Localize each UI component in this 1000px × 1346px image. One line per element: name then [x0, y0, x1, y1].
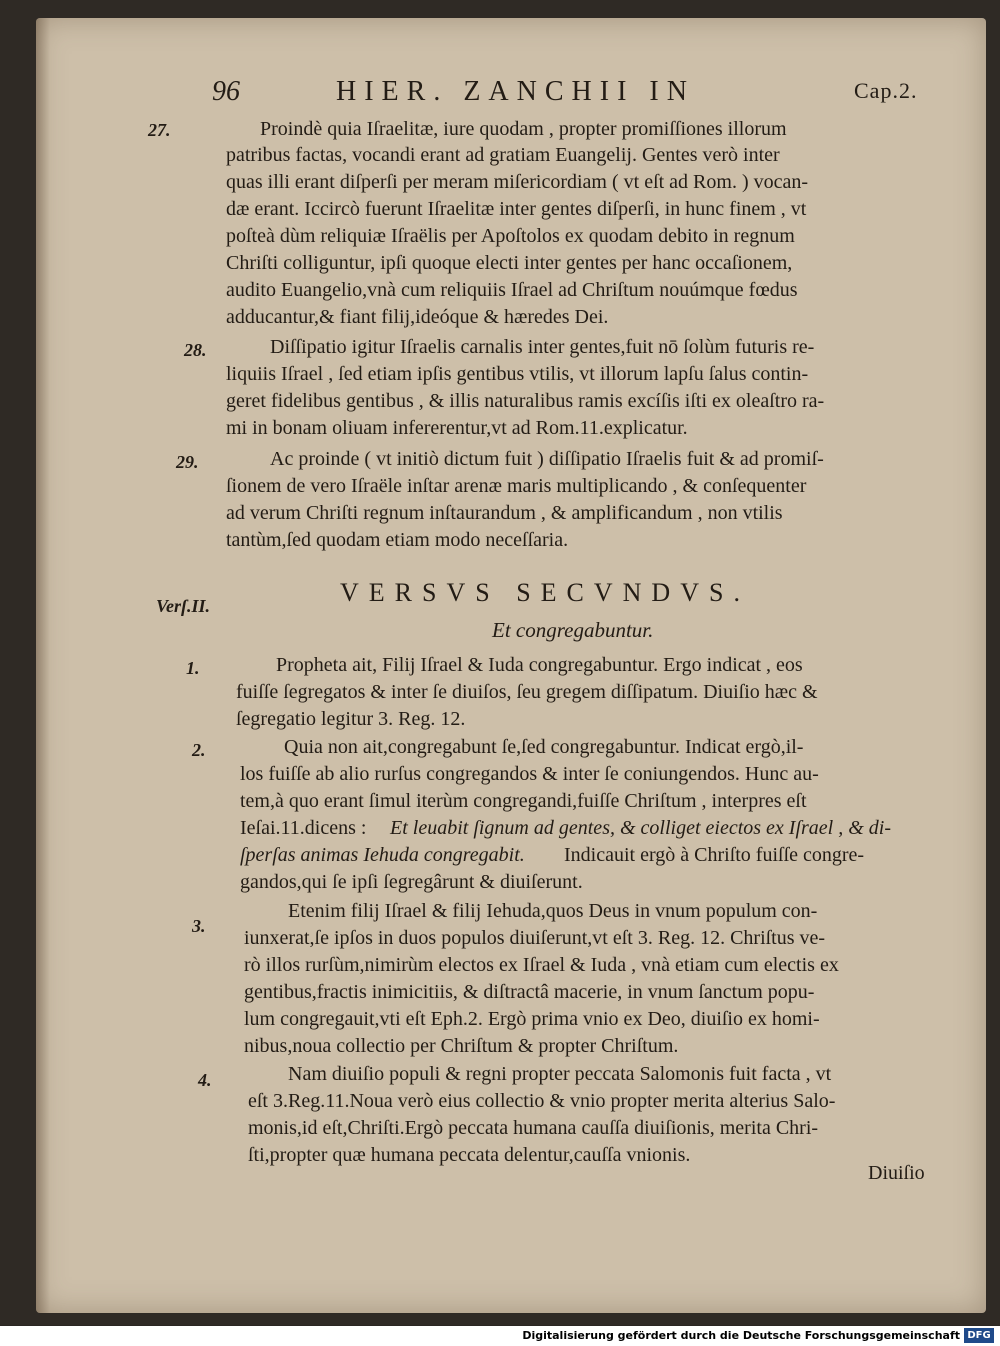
text-line: gandos,qui ſe ipſi ſegregârunt & diuiſerunt. — [240, 871, 583, 893]
text-line: Ac proinde ( vt initiò dictum fuit ) diſſipatio Iſraelis fuit & ad promiſ- — [270, 448, 824, 470]
text-line: adducantur,& fiant filij,ideóque & hæredes Dei. — [226, 306, 609, 328]
text-line: gentibus,fractis inimicitiis, & diſtractâ macerie, in vnum ſanctum popu- — [244, 981, 815, 1003]
text-line: nibus,noua collectio per Chriſtum & propter Chriſtum. — [244, 1035, 679, 1057]
section-heading: VERSVS SECVNDVS. — [340, 578, 750, 607]
text-line: rò illos rurſùm,nimirùm electos ex Iſrael & Iuda , vnà etiam cum electis ex — [244, 954, 839, 976]
text-line: Etenim filij Iſrael & filij Iehuda,quos Deus in vnum populum con- — [288, 900, 818, 922]
text-line: lum congregauit,vti eſt Eph.2. Ergò prima vnio ex Deo, diuiſio ex homi- — [244, 1008, 820, 1030]
text-line: Chriſti colliguntur, ipſi quoque electi inter gentes per hanc occaſionem, — [226, 252, 793, 274]
catchword: Diuiſio — [868, 1162, 925, 1184]
text-line: Proindè quia Iſraelitæ, iure quodam , propter promiſſiones illorum — [260, 118, 787, 140]
running-title: HIER. ZANCHII IN — [336, 76, 695, 107]
text-line: liquiis Iſrael , ſed etiam ipſis gentibus vtilis, vt illorum lapſu ſalus contin- — [226, 363, 809, 385]
margin-number: 4. — [198, 1070, 212, 1090]
text-line: Indicauit ergò à Chriſto fuiſſe congre- — [564, 844, 865, 866]
text-line: Ieſai.11.dicens : — [240, 817, 367, 839]
section-subheading: Et congregabuntur. — [492, 618, 654, 642]
text-line: Diſſipatio igitur Iſraelis carnalis inter gentes,fuit nō ſolùm futuris re- — [270, 336, 815, 358]
text-line: fuiſſe ſegregatos & inter ſe diuiſos, ſeu gregem diſſipatum. Diuiſio hæc & — [236, 681, 818, 703]
text-line: geret fidelibus gentibus , & illis naturalibus ramis excíſis iſti ex oleaſtro ra- — [226, 390, 825, 412]
dfg-logo: DFG — [964, 1328, 994, 1343]
text-line: Quia non ait,congregabunt ſe,ſed congregabuntur. Indicat ergò,il- — [284, 736, 804, 758]
text-line: monis,id eſt,Chriſti.Ergò peccata humana cauſſa diuiſionis, merita Chri- — [248, 1117, 819, 1139]
text-line: los fuiſſe ab alio rurſus congregandos & inter ſe coniungendos. Hunc au- — [240, 763, 819, 785]
margin-number: 29. — [176, 452, 199, 472]
text-line-italic: Et leuabit ſignum ad gentes, & colliget eiectos ex Iſrael , & di- — [390, 817, 891, 839]
text-line: ad verum Chriſti regnum inſtaurandum , & amplificandum , non vtilis — [226, 502, 783, 524]
text-line: tantùm,ſed quodam etiam modo neceſſaria. — [226, 529, 569, 551]
text-line: tem,à quo erant ſimul iterùm congregandi,fuiſſe Chriſtum , interpres eſt — [240, 790, 807, 812]
text-line: ſegregatio legitur 3. Reg. 12. — [236, 708, 466, 730]
text-line: audito Euangelio,vnà cum reliquiis Iſrael ad Chriſtum nouúmque fœdus — [226, 279, 798, 301]
text-line: mi in bonam oliuam infererentur,vt ad Rom.11.explicatur. — [226, 417, 688, 439]
book-page — [36, 18, 986, 1313]
text-line: ſti,propter quæ humana peccata delentur,cauſſa vnionis. — [248, 1144, 691, 1166]
text-line: Propheta ait, Filij Iſrael & Iuda congregabuntur. Ergo indicat , eos — [276, 654, 803, 676]
text-line: quas illi erant diſperſi per meram miſericordiam ( vt eſt ad Rom. ) vocan- — [226, 171, 809, 193]
page-spine-shadow — [36, 18, 50, 1313]
margin-number: 1. — [186, 658, 200, 678]
digitization-footer — [0, 1326, 1000, 1346]
text-line: ſionem de vero Iſraële inſtar arenæ maris multiplicando , & conſequenter — [226, 475, 807, 497]
verse-margin-label: Verſ.II. — [156, 596, 211, 616]
text-line: patribus factas, vocandi erant ad gratiam Euangelij. Gentes verò inter — [226, 144, 780, 166]
margin-number: 2. — [192, 740, 206, 760]
text-line: Nam diuiſio populi & regni propter peccata Salomonis fuit facta , vt — [288, 1063, 832, 1085]
page-number: 96 — [212, 76, 240, 107]
text-line: eſt 3.Reg.11.Noua verò eius collectio & vnio propter merita alterius Salo- — [248, 1090, 836, 1112]
text-line-italic: ſperſas animas Iehuda congregabit. — [240, 844, 525, 866]
margin-number: 3. — [192, 916, 206, 936]
margin-number: 28. — [184, 340, 207, 360]
chapter-label: Cap.2. — [854, 78, 918, 103]
funding-notice: Digitalisierung gefördert durch die Deutsche Forschungsgemeinschaft — [522, 1329, 960, 1342]
margin-number: 27. — [148, 120, 171, 140]
text-line: iunxerat,ſe ipſos in duos populos diuiſerunt,vt eſt 3. Reg. 12. Chriſtus ve- — [244, 927, 826, 949]
text-line: poſteà dùm reliquiæ Iſraëlis per Apoſtolos ex quodam debito in regnum — [226, 225, 795, 247]
text-line: dæ erant. Iccircò fuerunt Iſraelitæ inter gentes diſperſi, in hunc finem , vt — [226, 198, 807, 220]
